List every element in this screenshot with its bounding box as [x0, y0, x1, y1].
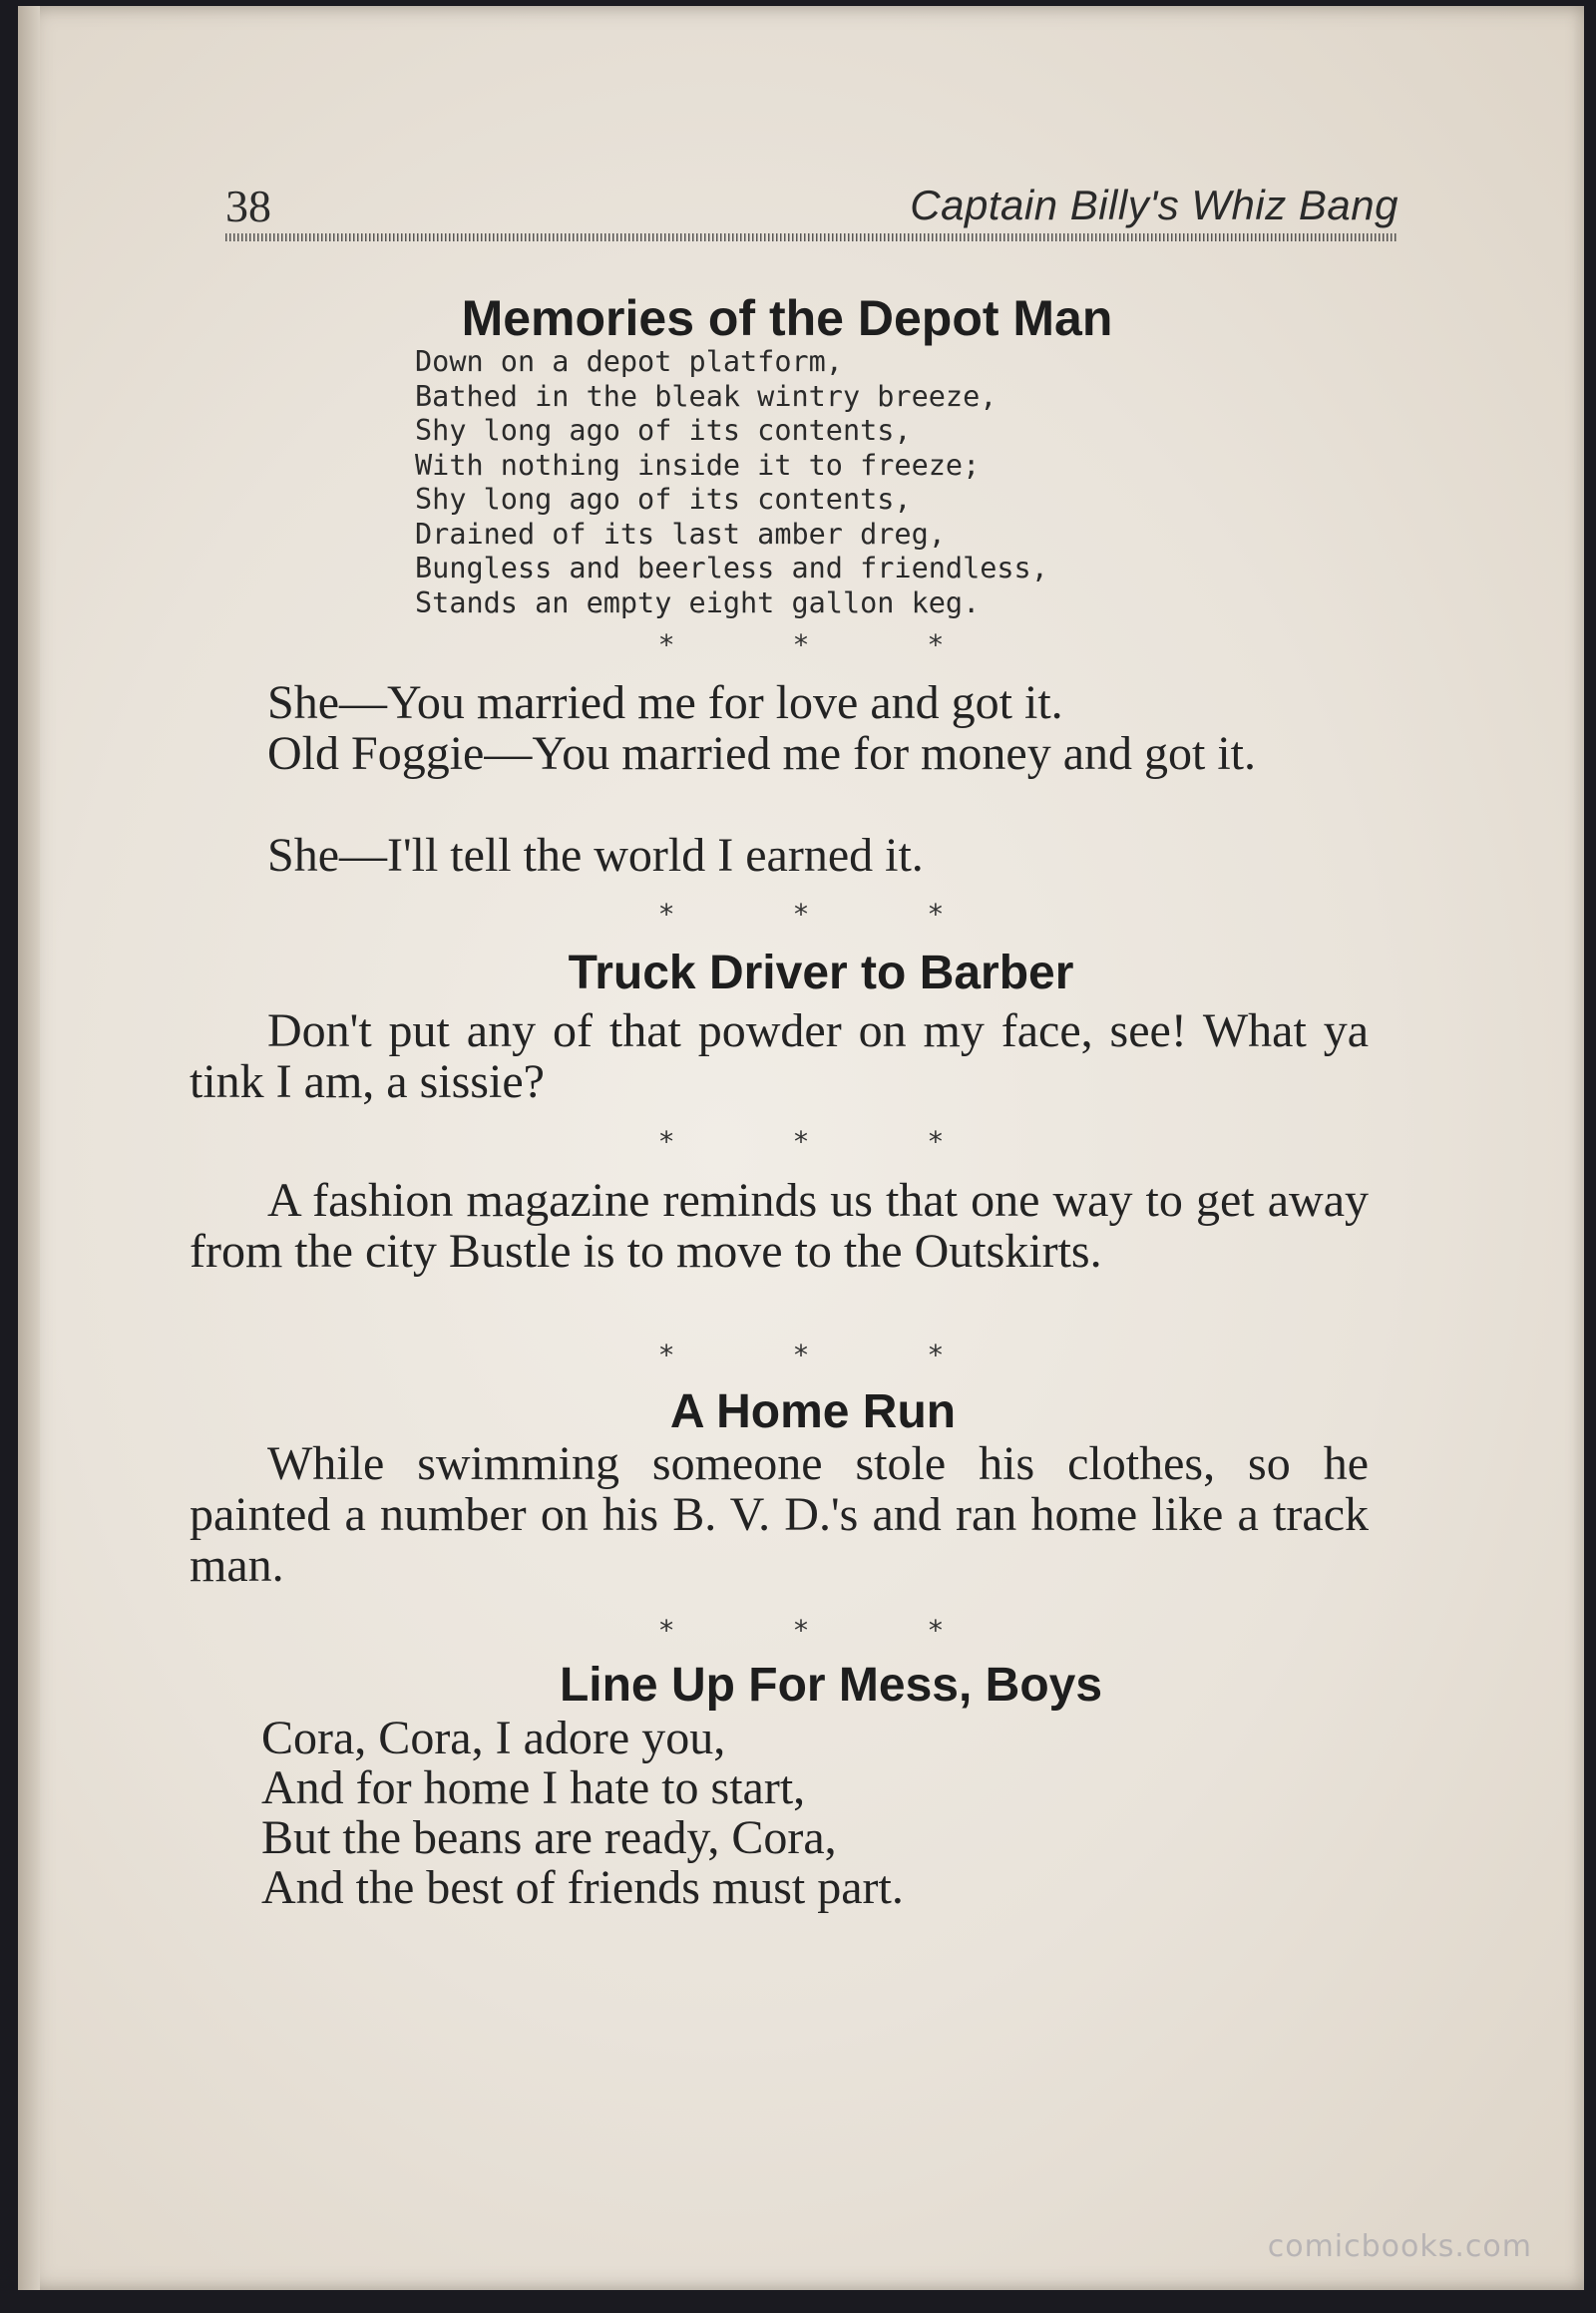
- poem-line: Stands an empty eight gallon keg.: [415, 585, 981, 619]
- poem-line: Drained of its last amber dreg,: [415, 517, 946, 551]
- poem-line: Shy long ago of its contents,: [415, 483, 912, 516]
- joke-paragraph: A fashion magazine reminds us that one way to get away from the city Bustle is to move to the Outskirts.: [190, 1174, 1369, 1278]
- heading-line-up-for-mess-boys: Line Up For Mess, Boys: [559, 1659, 1103, 1712]
- page-number: 38: [225, 181, 271, 231]
- magazine-page: [18, 6, 1584, 2290]
- poem-line: But the beans are ready, Cora,: [261, 1811, 837, 1864]
- separator-stars: * * *: [659, 1339, 998, 1371]
- header-rule: [225, 233, 1398, 241]
- heading-memories-of-the-depot-man: Memories of the Depot Man: [461, 290, 1113, 346]
- running-title: Captain Billy's Whiz Bang: [910, 182, 1398, 228]
- heading-truck-driver-to-barber: Truck Driver to Barber: [568, 947, 1074, 999]
- separator-stars: * * *: [659, 628, 998, 661]
- separator-stars: * * *: [659, 1614, 998, 1647]
- poem-line: Cora, Cora, I adore you,: [261, 1712, 726, 1764]
- mess-poem: [261, 1714, 904, 1913]
- heading-a-home-run: A Home Run: [669, 1385, 957, 1438]
- dialogue-line: Old Foggie—You married me for money and got it.: [267, 727, 1257, 780]
- poem-line: Down on a depot platform,: [415, 345, 843, 378]
- poem-line: And for home I hate to start,: [261, 1761, 806, 1814]
- page-header: [205, 176, 1398, 245]
- joke-paragraph: While swimming someone stole his clothes, so he painted a number on his B. V. D.'s and ran home like a track man.: [190, 1437, 1369, 1592]
- poem-line: With nothing inside it to freeze;: [415, 448, 981, 482]
- separator-stars: * * *: [659, 1125, 998, 1158]
- poem-line: And the best of friends must part.: [261, 1861, 904, 1914]
- poem-line: Bathed in the bleak wintry breeze,: [415, 379, 998, 413]
- dialogue-line: She—You married me for love and got it.: [267, 676, 1063, 729]
- joke-paragraph: Don't put any of that powder on my face, see! What ya tink I am, a sissie?: [190, 1004, 1369, 1108]
- poem-line: Shy long ago of its contents,: [415, 414, 912, 447]
- poem-line: Bungless and beerless and friendless,: [415, 552, 1048, 584]
- depot-man-poem: [415, 345, 1048, 620]
- separator-stars: * * *: [659, 898, 998, 931]
- dialogue-line: She—I'll tell the world I earned it.: [267, 829, 924, 882]
- watermark: comicbooks.com: [1267, 2229, 1532, 2264]
